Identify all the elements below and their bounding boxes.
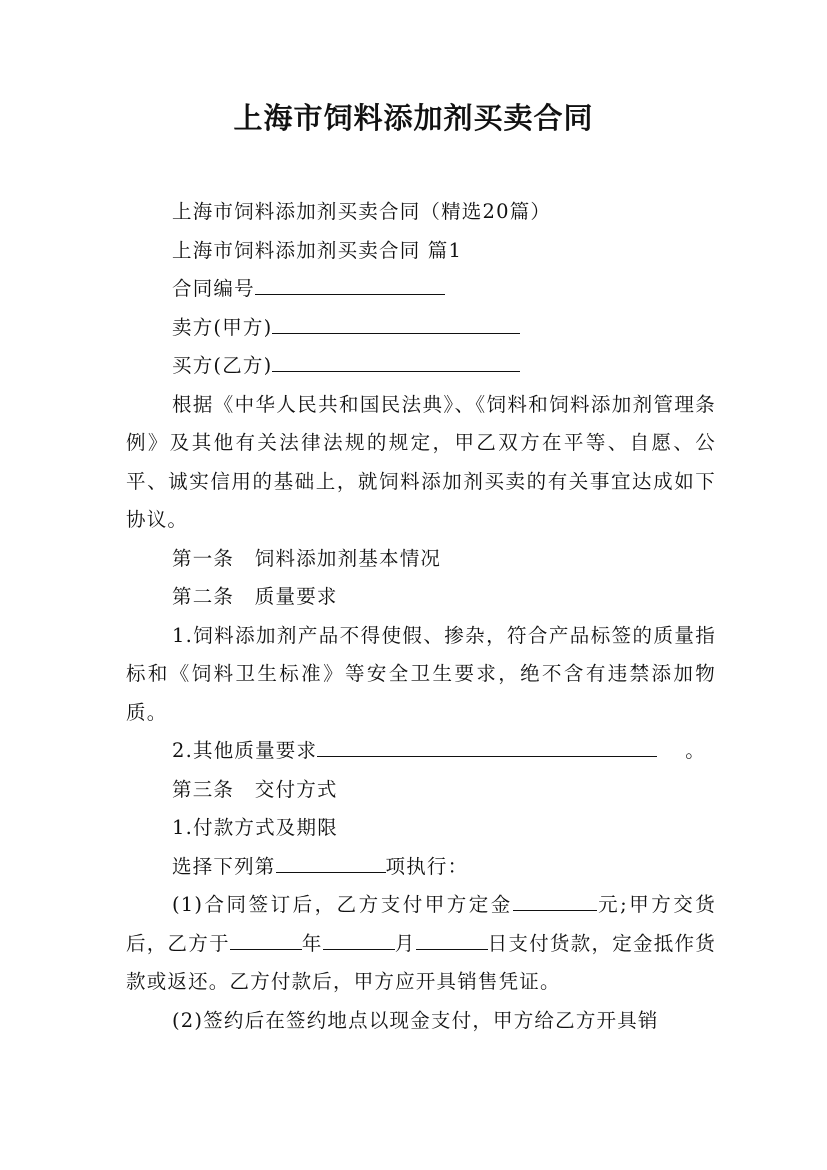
article-1-heading: 第一条 饲料添加剂基本情况 [172, 546, 442, 570]
contract-number-blank [255, 293, 445, 295]
payment-month-blank [323, 948, 395, 950]
article-3-heading: 第三条 交付方式 [172, 777, 338, 801]
buyer-blank [272, 370, 520, 372]
document-body [126, 193, 716, 1040]
contract-number-line [126, 270, 716, 309]
seller-label: 卖方(甲方) [172, 315, 273, 339]
buyer-label: 买方(乙方) [172, 354, 273, 377]
option-select-prefix: 选择下列第 [172, 854, 276, 878]
quality-requirement-2-line [126, 732, 716, 771]
quality-requirement-1: 1.饲料添加剂产品不得使假、掺杂，符合产品标签的质量指标和《饲料卫生标准》等安全卫生要求，绝不含有违禁添加物质。 [126, 623, 716, 724]
quality-requirement-2-blank [317, 755, 657, 757]
option-select-blank [276, 871, 386, 873]
article-2-heading: 第二条 质量要求 [172, 585, 338, 608]
quality-requirement-2-period: 。 [685, 739, 706, 762]
preamble-paragraph: 根据《中华人民共和国民法典》、《饲料和饲料添加剂管理条例》及其他有关法律法规的规定，甲乙双方在平等、自愿、公平、诚实信用的基础上，就饲料添加剂买卖的有关事宜达成如下协议。 [126, 392, 716, 531]
option-select-line [126, 848, 716, 887]
seller-blank [272, 332, 520, 334]
payment-year-blank [230, 948, 302, 950]
contract-number-label: 合同编号 [172, 277, 255, 300]
seller-line [126, 309, 716, 348]
document-title: 上海市饲料添加剂买卖合同 [233, 101, 594, 135]
subtitle-collection: 上海市饲料添加剂买卖合同（精选20篇） [172, 200, 552, 223]
subtitle-part-1: 上海市饲料添加剂买卖合同 篇1 [172, 238, 463, 262]
payment-option-2: (2)签约后在签约地点以现金支付，甲方给乙方开具销 [172, 1008, 659, 1032]
payment-day-blank [416, 948, 488, 950]
payment-method-heading: 1.付款方式及期限 [172, 816, 338, 839]
quality-requirement-2-label: 2.其他质量要求 [172, 739, 318, 762]
deposit-amount-blank [513, 909, 597, 911]
buyer-line [126, 347, 716, 386]
option-select-suffix: 项执行： [385, 854, 469, 878]
payment-option-1: (1)合同签订后，乙方支付甲方定金 元;甲方交货后，乙方于 年 月 日支付货款，定金抵作货款或返还。乙方付款后，甲方应开具销售凭证。 [126, 893, 717, 993]
